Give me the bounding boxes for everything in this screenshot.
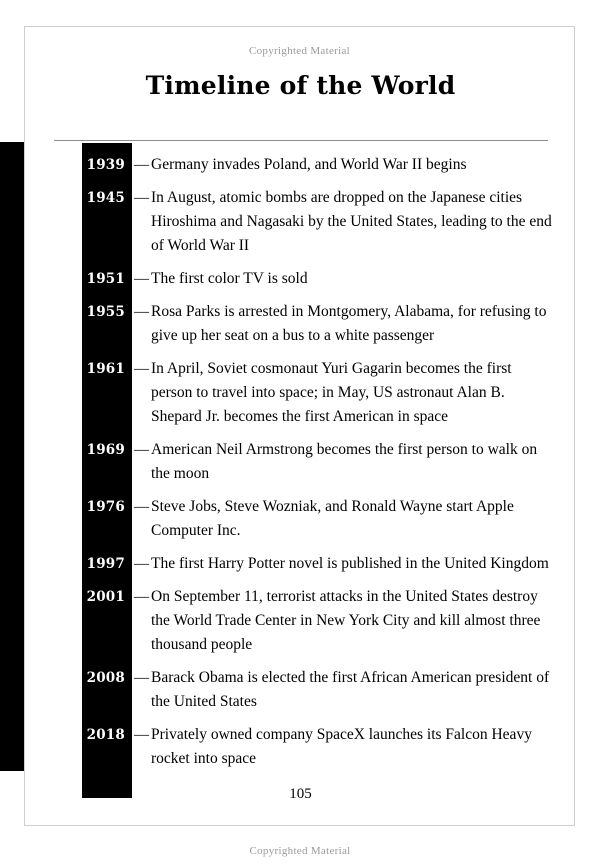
- timeline-dash-icon: —: [134, 727, 149, 743]
- timeline-year: 1945: [86, 190, 125, 206]
- timeline-bar-bleed: [0, 142, 25, 771]
- timeline-year: 2018: [86, 727, 125, 743]
- timeline-entry: [25, 585, 576, 657]
- timeline-entry: [25, 552, 576, 576]
- timeline-event-text: Rosa Parks is arrested in Montgomery, Alabama, for refusing to give up her seat on a bus to a white passenger: [151, 303, 547, 344]
- timeline-event-text: American Neil Armstrong becomes the first person to walk on the moon: [151, 441, 538, 482]
- timeline-dash-icon: —: [134, 304, 149, 320]
- timeline-year: 1951: [86, 271, 125, 287]
- timeline-dash-icon: —: [134, 556, 149, 572]
- book-page: [24, 26, 575, 826]
- timeline-year: 1955: [86, 304, 125, 320]
- timeline-event-text: Germany invades Poland, and World War II begins: [151, 156, 467, 173]
- timeline-list: [25, 153, 576, 780]
- timeline-dash-icon: —: [134, 157, 149, 173]
- timeline-event-text: In April, Soviet cosmonaut Yuri Gagarin becomes the first person to travel into space; in May, US astronaut Alan B. Shepard Jr. becomes the first American in space: [151, 360, 512, 425]
- timeline-event-text: In August, atomic bombs are dropped on the Japanese cities Hiroshima and Nagasaki by the United States, leading to the end of World War II: [151, 189, 552, 254]
- timeline-event-text: On September 11, terrorist attacks in the United States destroy the World Trade Center in New York City and kill almost three thousand people: [151, 588, 541, 653]
- timeline-year: 2001: [86, 589, 125, 605]
- copyright-watermark-top: Copyrighted Material: [248, 45, 350, 57]
- timeline-event-text: Barack Obama is elected the first African American president of the United States: [151, 669, 550, 710]
- page-title: Timeline of the World: [145, 71, 456, 100]
- timeline-dash-icon: —: [134, 589, 149, 605]
- timeline-year: 1997: [86, 556, 125, 572]
- timeline-dash-icon: —: [134, 499, 149, 515]
- timeline-dash-icon: —: [134, 442, 149, 458]
- timeline-year: 1976: [86, 499, 125, 515]
- timeline-event-text: Privately owned company SpaceX launches its Falcon Heavy rocket into space: [151, 726, 532, 767]
- timeline-event-text: The first color TV is sold: [151, 270, 308, 287]
- page-number: 105: [289, 786, 312, 802]
- timeline-event-text: The first Harry Potter novel is published in the United Kingdom: [151, 555, 549, 572]
- timeline-year: 1939: [86, 157, 125, 173]
- timeline-dash-icon: —: [134, 190, 149, 206]
- timeline-entry: [25, 186, 576, 258]
- timeline-year: 1961: [86, 361, 125, 377]
- timeline-entry: [25, 153, 576, 177]
- copyright-watermark-bottom: Copyrighted Material: [249, 845, 351, 857]
- timeline-year: 1969: [86, 442, 125, 458]
- timeline-dash-icon: —: [134, 361, 149, 377]
- timeline-dash-icon: —: [134, 670, 149, 686]
- timeline-entry: [25, 267, 576, 291]
- timeline-entry: [25, 723, 576, 771]
- timeline-entry: [25, 300, 576, 348]
- timeline-event-text: Steve Jobs, Steve Wozniak, and Ronald Wayne start Apple Computer Inc.: [151, 498, 514, 539]
- timeline-entry: [25, 495, 576, 543]
- timeline-dash-icon: —: [134, 271, 149, 287]
- title-divider: [54, 140, 548, 141]
- timeline-entry: [25, 666, 576, 714]
- timeline-year: 2008: [86, 670, 125, 686]
- timeline-entry: [25, 438, 576, 486]
- timeline-entry: [25, 357, 576, 429]
